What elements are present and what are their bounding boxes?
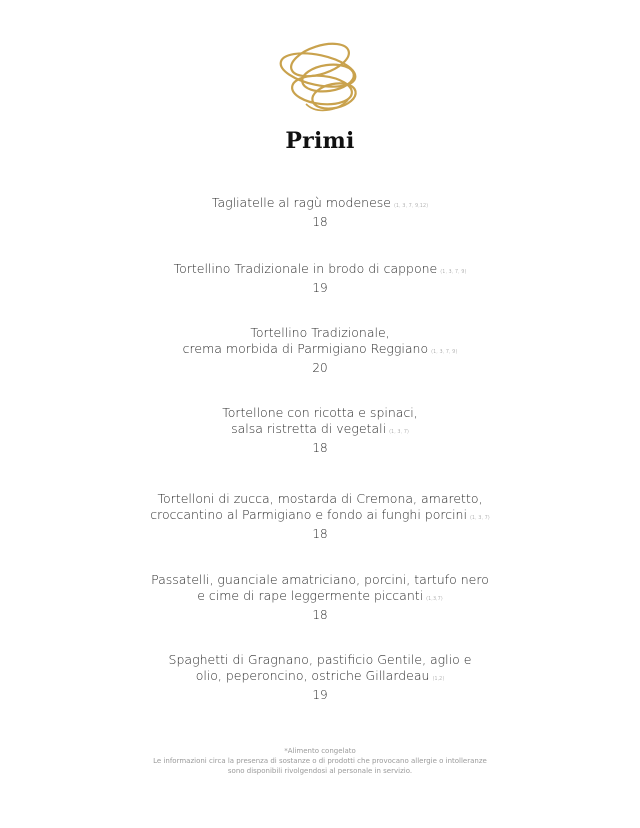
allergen-codes: (1,3,7) xyxy=(426,596,443,602)
dish-name: Tagliatelle al ragù modenese xyxy=(211,195,391,210)
allergen-codes: (1,2) xyxy=(432,676,445,682)
menu-item xyxy=(0,261,640,296)
allergen-codes: (1, 3, 7, 9) xyxy=(440,269,467,275)
allergen-info-line-2: sono disponibili rivolgendosi al personale in servizio. xyxy=(227,767,413,775)
dish-price: 18 xyxy=(312,215,328,229)
dish-name-line-2: salsa ristretta di vegetali xyxy=(231,421,387,436)
dish-price: 18 xyxy=(312,441,328,455)
allergen-codes: (1, 3, 7, 9,12) xyxy=(393,203,429,209)
dish-name-line-1: Tortellone con ricotta e spinaci, xyxy=(222,405,418,420)
menu-item xyxy=(0,652,640,703)
menu-item xyxy=(0,572,640,623)
menu-item xyxy=(0,325,640,376)
dish-name-line-2: crema morbida di Parmigiano Reggiano xyxy=(182,341,429,356)
dish-price: 20 xyxy=(312,361,328,375)
allergen-codes: (1, 3, 7) xyxy=(389,429,409,435)
dish-price: 18 xyxy=(312,527,328,541)
dish-name-line-2: olio, peperoncino, ostriche Gillardeau xyxy=(195,668,430,683)
dish-name-line-1: Tortelloni di zucca, mostarda di Cremona, amaretto, xyxy=(157,491,483,506)
dish-name-line-1: Passatelli, guanciale amatriciano, porcini, tartufo nero xyxy=(151,572,489,587)
page-title: Primi xyxy=(285,128,355,154)
dish-name-line-1: Spaghetti di Gragnano, pastificio Gentile, aglio e xyxy=(168,652,472,667)
dish-price: 18 xyxy=(312,608,328,622)
gold-scribble-logo-icon xyxy=(276,34,366,116)
allergen-info-line-1: Le informazioni circa la presenza di sostanze o di prodotti che provocano allergie o intolleranze xyxy=(153,757,487,765)
menu-item xyxy=(0,405,640,456)
dish-name-line-2: croccantino al Parmigiano e fondo ai funghi porcini xyxy=(150,507,467,522)
dish-price: 19 xyxy=(312,281,328,295)
dish-name-line-1: Tortellino Tradizionale, xyxy=(250,325,390,340)
menu-item xyxy=(0,195,640,230)
allergen-disclaimer xyxy=(0,746,640,776)
dish-name: Tortellino Tradizionale in brodo di cappone xyxy=(173,261,438,276)
allergen-codes: (1, 3, 7, 9) xyxy=(431,349,458,355)
allergen-codes: (1, 3, 7) xyxy=(469,515,490,521)
frozen-food-note: *Alimento congelato xyxy=(284,747,356,755)
dish-name-line-2: e cime di rape leggermente piccanti xyxy=(197,588,424,603)
dish-price: 19 xyxy=(312,688,328,702)
menu-item xyxy=(0,491,640,542)
